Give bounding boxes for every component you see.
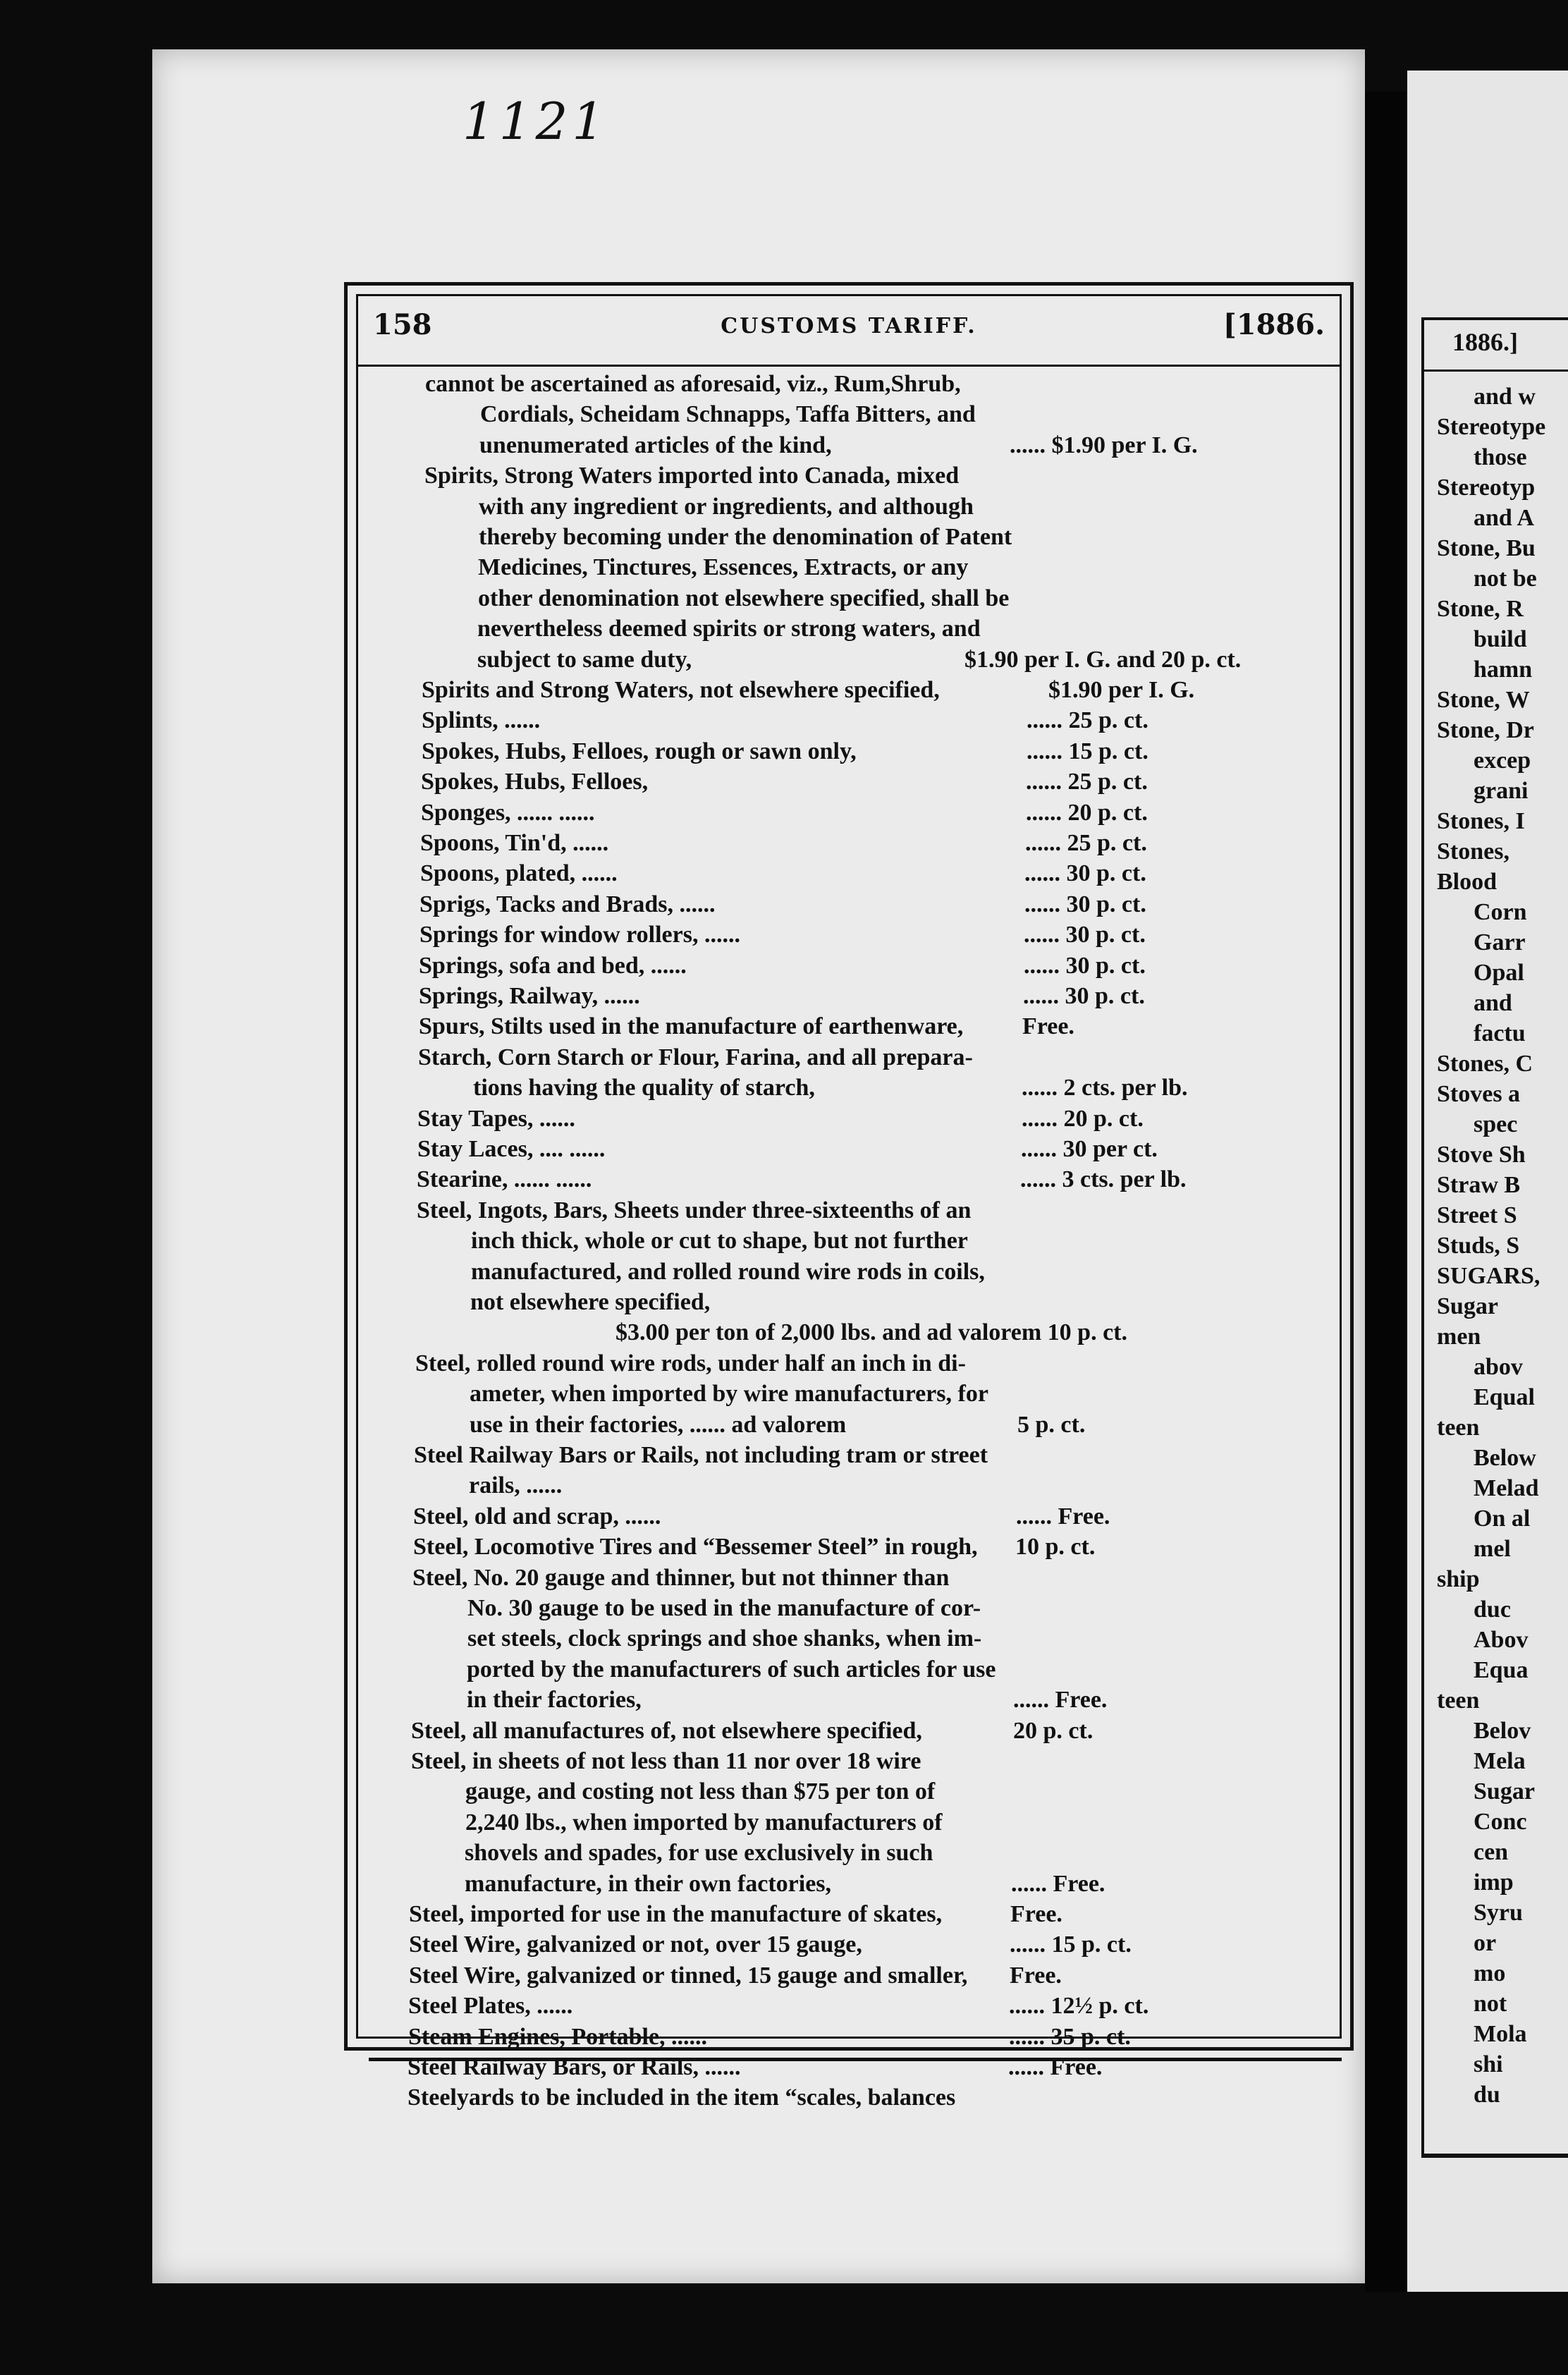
facing-page-fragment: cen <box>1474 1839 1509 1865</box>
tariff-item-text: Steel Railway Bars, or Rails, ...... <box>408 2054 741 2080</box>
tariff-item-text: Steelyards to be included in the item “scales, balances <box>408 2084 956 2111</box>
tariff-line <box>348 1410 1350 1441</box>
tariff-item-text: Steel Wire, galvanized or tinned, 15 gauge and smaller, <box>409 1962 968 1989</box>
tariff-line <box>348 1838 1350 1869</box>
tariff-line <box>348 951 1350 982</box>
facing-page-fragment: Stones, I <box>1437 808 1525 834</box>
tariff-rate: ...... Free. <box>1016 1503 1110 1530</box>
facing-page-fragment: men <box>1437 1324 1481 1350</box>
tariff-line <box>348 613 1350 645</box>
tariff-line <box>348 1287 1350 1318</box>
tariff-item-text: cannot be ascertained as aforesaid, viz., Rum,Shrub, <box>425 371 961 397</box>
facing-page-fragment: Equal <box>1474 1384 1535 1410</box>
tariff-rate: 5 p. ct. <box>1017 1411 1086 1438</box>
facing-page-fragment: Mela <box>1474 1748 1526 1774</box>
tariff-rate: $1.90 per I. G. and 20 p. ct. <box>964 646 1242 673</box>
tariff-line <box>348 2052 1350 2083</box>
facing-page-fragment: factu <box>1474 1020 1526 1046</box>
tariff-page-frame <box>344 282 1354 2111</box>
facing-page-fragment: Melad <box>1474 1475 1539 1501</box>
tariff-item-text: Steel, in sheets of not less than 11 nor over 18 wire <box>411 1748 921 1774</box>
tariff-line <box>348 889 1350 920</box>
tariff-line <box>348 981 1350 1012</box>
tariff-item-text: with any ingredient or ingredients, and although <box>479 493 974 520</box>
tariff-item-text: No. 30 gauge to be used in the manufacture of cor- <box>467 1595 981 1621</box>
tariff-rate: Free. <box>1010 1962 1062 1989</box>
tariff-item-text: Spirits and Strong Waters, not elsewhere specified, <box>422 677 940 703</box>
tariff-rate: ...... 20 p. ct. <box>1026 799 1148 826</box>
facing-page-fragment: grani <box>1474 778 1529 804</box>
tariff-item-text: Steel, all manufactures of, not elsewhere specified, <box>411 1717 922 1744</box>
tariff-line <box>348 858 1350 889</box>
tariff-line <box>348 828 1350 859</box>
tariff-line <box>348 705 1350 736</box>
tariff-line <box>348 767 1350 798</box>
tariff-rate: ...... 20 p. ct. <box>1022 1105 1144 1132</box>
tariff-item-text: Stearine, ...... ...... <box>417 1166 592 1193</box>
tariff-rate: ...... Free. <box>1013 1687 1108 1714</box>
tariff-item-text: ameter, when imported by wire manufacturers, for <box>470 1381 988 1408</box>
running-title: CUSTOMS TARIFF. <box>721 314 977 338</box>
tariff-line <box>348 1623 1350 1654</box>
tariff-item-text: Springs for window rollers, ...... <box>419 922 740 948</box>
facing-page-fragment: Stones, <box>1437 838 1509 865</box>
tariff-item-text: Springs, sofa and bed, ...... <box>419 952 687 979</box>
facing-page-fragment: abov <box>1474 1354 1523 1380</box>
tariff-item-text: thereby becoming under the denomination of Patent <box>479 524 1012 550</box>
facing-page-fragment: spec <box>1474 1111 1518 1137</box>
tariff-line <box>348 1470 1350 1501</box>
facing-page-fragment: teen <box>1437 1687 1480 1714</box>
facing-page-fragment: Syru <box>1474 1900 1523 1926</box>
tariff-line <box>348 1501 1350 1532</box>
tariff-line <box>348 1317 1350 1348</box>
facing-page-fragment: build <box>1474 626 1527 652</box>
tariff-item-text: Steam Engines, Portable, ...... <box>408 2023 708 2050</box>
tariff-item-text: Steel, imported for use in the manufacture of skates, <box>409 1901 943 1927</box>
facing-page-fragment: SUGARS, <box>1437 1263 1541 1289</box>
tariff-line <box>348 1226 1350 1257</box>
book-gutter <box>1365 92 1407 2292</box>
tariff-line <box>348 1011 1350 1042</box>
facing-page-fragment: not be <box>1474 566 1537 592</box>
tariff-line <box>348 798 1350 829</box>
tariff-line <box>348 1899 1350 1930</box>
tariff-line <box>348 1195 1350 1226</box>
facing-page-fragment: or <box>1474 1930 1497 1956</box>
tariff-line <box>348 460 1350 492</box>
facing-page-fragment: Stone, Bu <box>1437 535 1536 561</box>
facing-page-fragment: shi <box>1474 2051 1503 2077</box>
tariff-item-text: Steel, No. 20 gauge and thinner, but not thinner than <box>412 1564 950 1591</box>
facing-page-fragment: excep <box>1474 747 1531 774</box>
facing-page-fragment: those <box>1474 444 1527 470</box>
tariff-line <box>348 1073 1350 1104</box>
tariff-line <box>348 1104 1350 1135</box>
tariff-line <box>348 736 1350 767</box>
tariff-item-text: Splints, ...... <box>422 707 541 734</box>
tariff-item-text: Sprigs, Tacks and Brads, ...... <box>419 891 716 917</box>
tariff-rate: ...... 25 p. ct. <box>1027 707 1149 734</box>
facing-page-fragment: Stone, W <box>1437 687 1530 713</box>
page-number: 158 <box>373 308 432 341</box>
tariff-line <box>348 1563 1350 1594</box>
tariff-line <box>348 1960 1350 1991</box>
tariff-rate: ...... 12½ p. ct. <box>1009 1993 1149 2020</box>
tariff-item-text: Steel, Locomotive Tires and “Bessemer Steel” in rough, <box>413 1534 978 1561</box>
facing-page-fragment: Abov <box>1474 1627 1529 1653</box>
tariff-item-text: rails, ...... <box>469 1472 563 1499</box>
tariff-item-text: Spokes, Hubs, Felloes, rough or sawn only, <box>422 738 857 764</box>
tariff-line <box>348 1654 1350 1685</box>
page-header <box>356 294 1342 358</box>
tariff-rate: $1.90 per I. G. <box>1048 677 1195 703</box>
facing-page-fragment: and <box>1474 990 1512 1016</box>
tariff-rate: ...... 30 p. ct. <box>1023 983 1145 1009</box>
tariff-item-text: gauge, and costing not less than $75 per ton of <box>465 1778 936 1805</box>
tariff-line <box>348 1746 1350 1777</box>
tariff-line <box>348 920 1350 951</box>
tariff-item-text: Medicines, Tinctures, Essences, Extracts, or any <box>478 554 969 581</box>
page-year: [1886. <box>1223 308 1325 341</box>
facing-page-fragment: Blood <box>1437 869 1497 895</box>
tariff-line <box>348 1991 1350 2022</box>
facing-page-header: 1886.] <box>1452 328 1518 356</box>
tariff-rate: 20 p. ct. <box>1013 1717 1094 1744</box>
tariff-line <box>348 1257 1350 1288</box>
facing-page-fragment: Stoves a <box>1437 1081 1521 1107</box>
facing-page-fragment: teen <box>1437 1415 1480 1441</box>
facing-page-fragment: hamn <box>1474 657 1533 683</box>
tariff-rate: ...... 30 p. ct. <box>1024 922 1146 948</box>
tariff-rate: ...... 30 per ct. <box>1021 1136 1158 1162</box>
facing-page-fragment: mo <box>1474 1960 1506 1986</box>
facing-page-fragment: Street S <box>1437 1202 1517 1228</box>
tariff-line <box>348 552 1350 583</box>
tariff-line <box>348 399 1350 430</box>
tariff-line <box>348 1134 1350 1165</box>
facing-page-fragment: duc <box>1474 1596 1511 1623</box>
tariff-item-text: subject to same duty, <box>477 646 692 673</box>
facing-page-fragment: Sugar <box>1437 1293 1498 1319</box>
tariff-line <box>348 1379 1350 1410</box>
tariff-line <box>348 675 1350 706</box>
facing-page-fragment: Garr <box>1474 929 1526 956</box>
footer-rule <box>369 2058 1342 2061</box>
tariff-rate: ...... 25 p. ct. <box>1025 830 1147 856</box>
tariff-rate: Free. <box>1022 1013 1074 1040</box>
tariff-line <box>348 2022 1350 2053</box>
facing-page-fragment: Stereotyp <box>1437 475 1536 501</box>
tariff-item-text: Steel Railway Bars or Rails, not including tram or street <box>414 1442 988 1468</box>
tariff-item-text: Steel, old and scrap, ...... <box>413 1503 661 1530</box>
tariff-line <box>348 583 1350 614</box>
tariff-item-text: Steel, Ingots, Bars, Sheets under three-sixteenths of an <box>417 1197 972 1223</box>
tariff-item-text: manufactured, and rolled round wire rods in coils, <box>471 1258 985 1285</box>
tariff-item-text: other denomination not elsewhere specified, shall be <box>478 585 1010 611</box>
tariff-item-text: Spokes, Hubs, Felloes, <box>421 769 649 795</box>
tariff-rate: ...... 15 p. ct. <box>1010 1931 1132 1958</box>
tariff-item-text: Spurs, Stilts used in the manufacture of earthenware, <box>419 1013 964 1040</box>
header-rule <box>356 365 1342 367</box>
tariff-line <box>348 1593 1350 1624</box>
handwritten-margin-note: 1121 <box>463 92 609 151</box>
tariff-line <box>348 1440 1350 1471</box>
facing-page-fragment: du <box>1474 2082 1500 2108</box>
tariff-line <box>348 1776 1350 1807</box>
tariff-line <box>348 1532 1350 1563</box>
facing-page-fragment: Stove Sh <box>1437 1142 1526 1168</box>
facing-page-fragment: not <box>1474 1991 1507 2017</box>
facing-page-fragment: Studs, S <box>1437 1233 1520 1259</box>
tariff-rate: ...... $1.90 per I. G. <box>1010 432 1198 458</box>
tariff-item-text: in their factories, <box>467 1687 642 1714</box>
tariff-item-text: Sponges, ...... ...... <box>421 799 595 826</box>
tariff-item-text: Stay Tapes, ...... <box>417 1105 575 1132</box>
facing-page-fragment: mel <box>1474 1536 1511 1562</box>
facing-page-fragment: On al <box>1474 1506 1531 1532</box>
facing-page <box>1407 71 1568 2292</box>
facing-header-rule <box>1424 370 1568 372</box>
tariff-item-text: Springs, Railway, ...... <box>419 983 640 1009</box>
facing-page-fragment: and A <box>1474 505 1534 531</box>
facing-page-fragment: Belov <box>1474 1718 1531 1744</box>
tariff-line <box>348 1348 1350 1379</box>
tariff-item-text: manufacture, in their own factories, <box>465 1870 832 1897</box>
facing-page-fragment: and w <box>1474 384 1536 410</box>
tariff-item-text: shovels and spades, for use exclusively in such <box>465 1840 933 1867</box>
tariff-rate: ...... 2 cts. per lb. <box>1022 1075 1188 1101</box>
tariff-rate: Free. <box>1010 1901 1062 1927</box>
facing-page-fragment: ship <box>1437 1566 1480 1592</box>
tariff-line <box>348 1807 1350 1838</box>
tariff-item-text: Cordials, Scheidam Schnapps, Taffa Bitters, and <box>480 401 976 428</box>
tariff-line <box>348 1929 1350 1960</box>
facing-page-frame <box>1421 317 1568 2158</box>
facing-page-fragment: Straw B <box>1437 1172 1521 1198</box>
tariff-rate: ...... 25 p. ct. <box>1026 769 1148 795</box>
tariff-rate: ...... 15 p. ct. <box>1027 738 1149 764</box>
facing-page-fragment: Conc <box>1474 1809 1527 1835</box>
tariff-line <box>348 522 1350 553</box>
tariff-rate: ...... 35 p. ct. <box>1009 2023 1131 2050</box>
tariff-line <box>348 645 1350 676</box>
tariff-line <box>348 492 1350 523</box>
tariff-rate: ...... 30 p. ct. <box>1024 891 1146 917</box>
tariff-rate: ...... 3 cts. per lb. <box>1020 1166 1187 1193</box>
tariff-rate: ...... 30 p. ct. <box>1024 952 1146 979</box>
facing-page-fragment: Stones, C <box>1437 1051 1533 1077</box>
tariff-line <box>348 430 1350 461</box>
tariff-item-text: inch thick, whole or cut to shape, but not further <box>471 1228 968 1254</box>
facing-page-fragment: Stereotype <box>1437 414 1546 440</box>
tariff-line <box>348 1685 1350 1716</box>
tariff-item-text: Steel, rolled round wire rods, under half an inch in di- <box>415 1350 966 1376</box>
tariff-rate: ...... 30 p. ct. <box>1024 860 1146 887</box>
tariff-item-text: Starch, Corn Starch or Flour, Farina, and all prepara- <box>418 1044 973 1070</box>
tariff-item-text: 2,240 lbs., when imported by manufacturers of <box>465 1809 943 1836</box>
tariff-item-text: ported by the manufacturers of such articles for use <box>467 1656 996 1683</box>
tariff-item-text: Stay Laces, .... ...... <box>417 1136 606 1162</box>
facing-page-fragment: Below <box>1474 1445 1536 1471</box>
tariff-item-text: not elsewhere specified, <box>470 1289 711 1315</box>
tariff-item-text: Spirits, Strong Waters imported into Canada, mixed <box>424 463 960 489</box>
facing-page-fragment: Equa <box>1474 1657 1529 1683</box>
facing-page-fragment: Opal <box>1474 960 1524 986</box>
tariff-item-text: use in their factories, ...... ad valorem <box>470 1411 847 1438</box>
facing-page-fragment: imp <box>1474 1869 1514 1895</box>
tariff-line <box>348 2082 1350 2113</box>
facing-page-fragment: Sugar <box>1474 1778 1535 1805</box>
tariff-line <box>348 1164 1350 1195</box>
facing-page-fragment: Stone, R <box>1437 596 1524 622</box>
facing-page-fragment: Mola <box>1474 2021 1527 2047</box>
tariff-line <box>348 1869 1350 1900</box>
tariff-item-text: Steel Plates, ...... <box>408 1993 573 2020</box>
tariff-line <box>348 1042 1350 1073</box>
tariff-rate: ...... Free. <box>1008 2054 1103 2080</box>
tariff-line <box>348 1716 1350 1747</box>
tariff-item-text: Spoons, plated, ...... <box>420 860 618 887</box>
tariff-item-text: $3.00 per ton of 2,000 lbs. and ad valorem 10 p. ct. <box>615 1319 1128 1346</box>
tariff-line <box>348 369 1350 400</box>
tariff-item-text: set steels, clock springs and shoe shanks, when im- <box>467 1625 982 1652</box>
tariff-item-text: Spoons, Tin'd, ...... <box>420 830 609 856</box>
tariff-rate: 10 p. ct. <box>1015 1534 1096 1561</box>
facing-page-fragment: Corn <box>1474 899 1527 925</box>
tariff-item-text: Steel Wire, galvanized or not, over 15 gauge, <box>409 1931 862 1958</box>
facing-page-fragment: Stone, Dr <box>1437 717 1534 743</box>
tariff-rate: ...... Free. <box>1011 1870 1105 1897</box>
tariff-item-text: unenumerated articles of the kind, <box>479 432 832 458</box>
tariff-item-text: tions having the quality of starch, <box>473 1075 815 1101</box>
tariff-item-text: nevertheless deemed spirits or strong waters, and <box>477 616 981 642</box>
